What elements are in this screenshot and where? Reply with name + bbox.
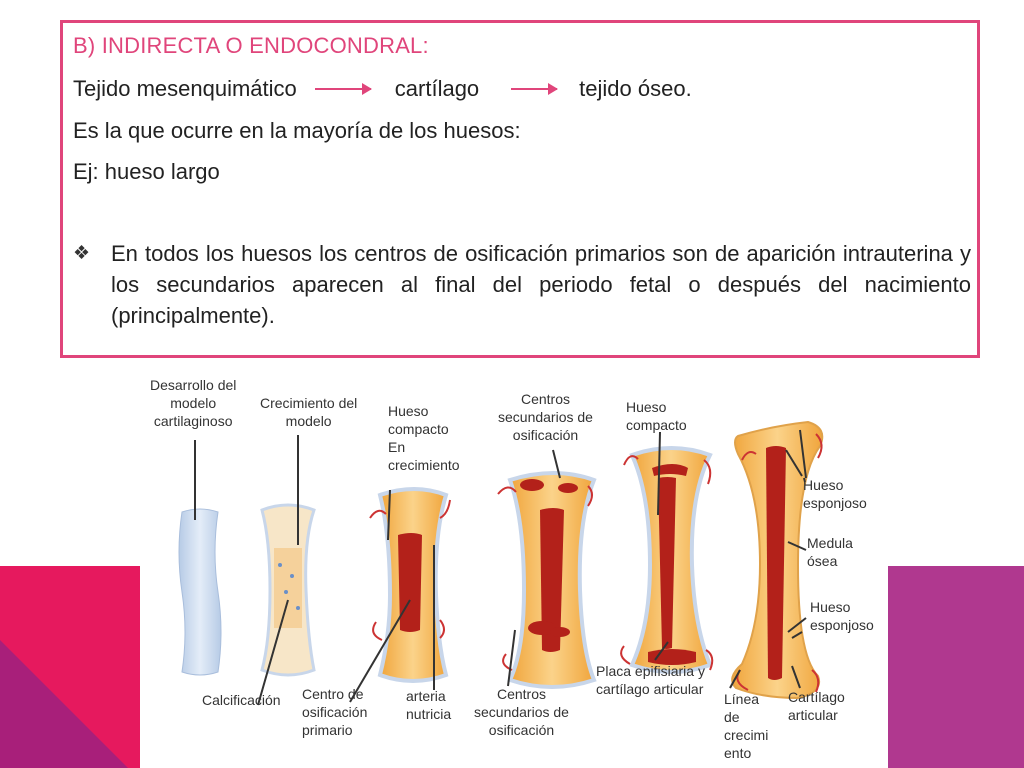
arrow-right-icon [511,88,557,90]
corner-decoration-right [888,566,1024,768]
stage-compact-bone [621,432,712,672]
arrow-right-icon [315,88,371,90]
stage-primary-center [350,489,450,702]
stage-model-growth [258,435,314,705]
label-medula-osea: Medula ósea [807,535,853,569]
bullet-point [73,238,973,331]
label-cartilago-articular: Cartílago articular [788,689,845,723]
flow-step-2: cartílago [394,76,480,101]
stage-secondary-centers [498,450,594,687]
label-centros-secundarios-bottom: Centros secundarios de osificación [474,686,569,738]
label-calcificacion: Calcificación [202,692,281,708]
example-line: Ej: hueso largo [73,159,220,184]
label-desarrollo: Desarrollo del modelo cartilaginoso [150,377,237,429]
label-centro-primario: Centro de osificación primario [302,686,368,738]
label-hueso-compacto-crecimiento: Hueso compacto En crecimiento [388,403,460,473]
ossification-flow [73,76,692,102]
diamond-star-bullet-icon: ❖ [73,243,91,264]
stage-cartilage-model [179,440,221,675]
corner-decoration-left-dark [0,640,128,768]
label-hueso-esponjoso-bottom: Hueso esponjoso [810,599,874,633]
text-frame [60,20,980,358]
label-hueso-esponjoso-top: Hueso esponjoso [803,477,867,511]
flow-step-1: Tejido mesenquimático [73,76,297,101]
label-arteria-nutricia: arteria nutricia [406,688,452,722]
label-centros-secundarios-top: Centros secundarios de osificación [498,391,593,443]
slide-heading: B) INDIRECTA O ENDOCONDRAL: [73,33,429,58]
label-placa-epifisiaria: Placa epifisiaria y cartílago articular [596,663,705,697]
ossification-figure [140,370,888,768]
flow-step-3: tejido óseo. [579,76,692,101]
description-line: Es la que ocurre en la mayoría de los huesos: [73,118,521,143]
label-hueso-compacto: Hueso compacto [626,399,687,433]
bullet-text: En todos los huesos los centros de osificación primarios son de aparición intrauterina y los secundarios aparecen al final del periodo fetal o después del nacimiento (principalmente). [111,241,971,328]
label-linea-crecimiento: Línea de crecimi ento [724,691,769,761]
label-crecimiento: Crecimiento del modelo [260,395,358,429]
